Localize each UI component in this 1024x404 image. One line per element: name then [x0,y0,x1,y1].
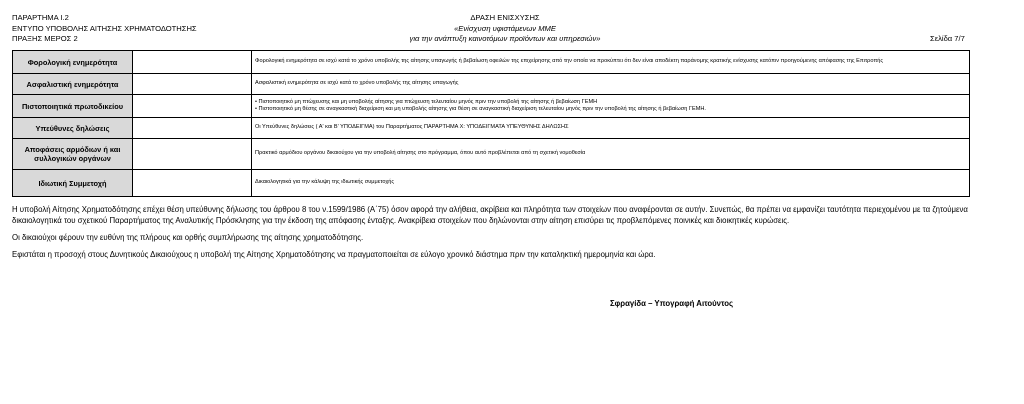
empty-cell [133,170,252,197]
bullet-item: • Πιστοποιητικό μη πτώχευσης και μη υποβολής αίτησης για πτώχευση τελευταίου μηνός πριν την υποβολή της αίτησης ή βεβαίωση ΓΕΜΗ [255,98,598,105]
annex-label: ΠΑΡΑΡΤΗΜΑ Ι.2 [12,13,69,22]
header-left [12,13,197,45]
empty-cell [133,51,252,74]
row-label: Αποφάσεις αρμόδιων ή και συλλογικών οργάνων [13,139,133,170]
row-label: Φορολογική ενημερότητα [13,51,133,74]
row-label: Ασφαλιστική ενημερότητα [13,74,133,95]
responsibility-paragraph: Οι δικαιούχοι φέρουν την ευθύνη της πλήρους και ορθής συμπλήρωσης της αίτησης χρηματοδότησης. [12,233,364,242]
table-row [13,74,970,95]
row-text: Πρακτικό αρμόδιου οργάνου δικαιούχου για την υποβολή αίτησης στο πρόγραμμα, όπου αυτό προβλέπεται από τη σχετική νομοθεσία [252,139,970,170]
row-label: Υπεύθυνες δηλώσεις [13,118,133,139]
notice-paragraph: Εφιστάται η προσοχή στους Δυνητικούς Δικαιούχους η υποβολή της Αίτησης Χρηματοδότησης να πραγματοποιείται σε εύλογο χρονικό διάστημα πριν την καταληκτική ημερομηνία και ώρα. [12,250,656,259]
action-subtitle-1: «Ενίσχυση υφιστάμενων ΜΜΕ [454,23,556,33]
body-text [12,204,992,266]
header-center [330,13,680,45]
requirements-table [12,50,970,197]
form-part: ΠΡΑΞΗΣ ΜΕΡΟΣ 2 [12,34,78,43]
row-bullets [252,95,970,118]
action-subtitle-2: για την ανάπτυξη καινοτόμων προϊόντων και υπηρεσιών» [409,34,601,43]
page-number: Σελίδα 7/7 [930,34,965,43]
table-row [13,118,970,139]
empty-cell [133,139,252,170]
row-text: Δικαιολογητικά για την κάλυψη της ιδιωτικής συμμετοχής [252,170,970,197]
table-row [13,51,970,74]
row-label: Πιστοποιητικά πρωτοδικείου [13,95,133,118]
table-row [13,170,970,197]
table-row [13,95,970,118]
signature-line: Σφραγίδα – Υπογραφή Αιτούντος [610,299,734,308]
row-label: Ιδιωτική Συμμετοχή [13,170,133,197]
bullet-item: • Πιστοποιητικό μη θέσης σε αναγκαστική διαχείριση και μη υποβολής αίτησης για θέση σε αναγκαστική διαχείριση τελευταίου μηνός πριν την υποβολή της αίτησης ή βεβαίωση ΓΕΜΗ. [255,106,706,112]
empty-cell [133,118,252,139]
table-row [13,139,970,170]
row-text: Οι Υπεύθυνες δηλώσεις ( Α' και Β' ΥΠΟΔΕΙΓΜΑ) του Παραρτήματος ΠΑΡΑΡΤΗΜΑ Χ: ΥΠΟΔΕΙΓΜΑΤΑ ΥΠΕΥΘΥΝΗΣ ΔΗΛΩΣΗΣ [252,118,970,139]
row-text: Φορολογική ενημερότητα σε ισχύ κατά το χρόνο υποβολής της αίτησης υπαγωγής ή βεβαίωση οφειλών της επιχείρησης από την οποία να προκύπτει ότι δεν είναι αποδέκτη παράνομης κρατικής ενίσχυσης κατόπιν προηγούμενης απόφασης της Επιτροπής [252,51,970,74]
declaration-paragraph: Η υποβολή Αίτησης Χρηματοδότησης επέχει θέση υπεύθυνης δήλωσης του άρθρου 8 του ν.1599/1986 (Α΄75) όσον αφορά την αλήθεια, ακρίβεια και πληρότητα των στοιχείων που αναφέρονται σε αυτήν. Συνεπώς, θα πρέπει να εμφανίζει ταυτότητα περιεχομένου με τα ζητούμενα δικαιολογητικά του σχετικού Παραρτήματος της Αναλυτικής Πρόσκλησης για την έκδοση της απόφασης ένταξης. Ανακρίβεια στοιχείων που δηλώνονται στην αίτηση επισύρει τις προβλεπόμενες ποινικές και διοικητικές κυρώσεις. [12,205,968,225]
row-text: Ασφαλιστική ενημερότητα σε ισχύ κατά το χρόνο υποβολής της αίτησης υπαγωγής [252,74,970,95]
form-title: ΕΝΤΥΠΟ ΥΠΟΒΟΛΗΣ ΑΙΤΗΣΗΣ ΧΡΗΜΑΤΟΔΟΤΗΣΗΣ [12,23,197,33]
action-title: ΔΡΑΣΗ ΕΝΙΣΧΥΣΗΣ [470,13,540,22]
empty-cell [133,95,252,118]
empty-cell [133,74,252,95]
